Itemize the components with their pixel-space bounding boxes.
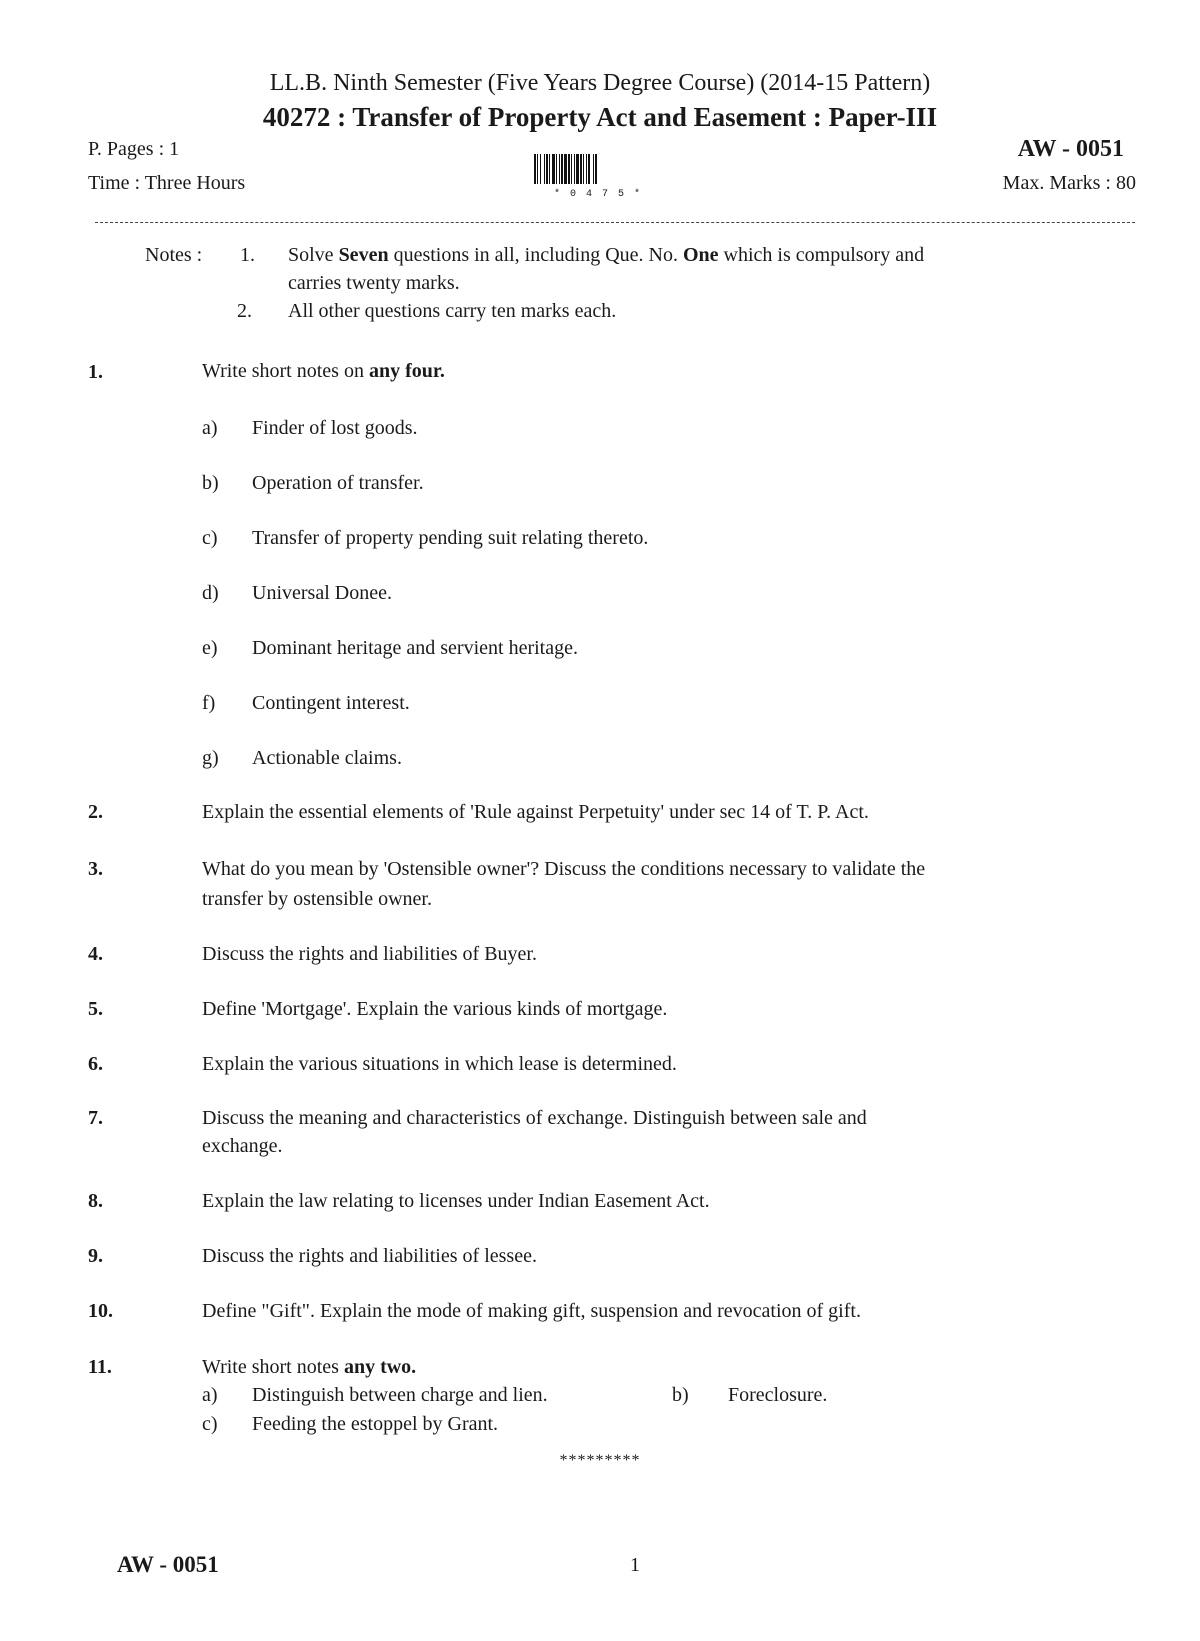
barcode-text: * 0 4 7 5 * [553,189,642,200]
question-number: 3. [88,858,103,880]
question-text: Discuss the rights and liabilities of Buyer. [202,943,537,965]
question-number: 9. [88,1245,103,1267]
barcode-bar [540,154,541,184]
note-1: Solve Seven questions in all, including Que. No. One which is compulsory and [288,244,925,266]
question-number: 1. [88,361,103,383]
subpart-label: f) [202,692,216,714]
question-text: Explain the various situations in which lease is determined. [202,1053,677,1075]
paper-code: AW - 0051 [1017,136,1124,162]
barcode-bar [580,154,582,184]
subpart-label: b) [202,472,219,494]
barcode-bar [537,154,538,184]
subpart-label: a) [202,1384,218,1406]
barcode-bar [593,154,594,184]
question-number: 11. [88,1356,112,1378]
question-11-text: Write short notes any two. [202,1356,417,1378]
subpart-text: Contingent interest. [252,692,410,714]
barcode-bar [583,154,584,184]
exam-duration: Time : Three Hours [88,172,246,194]
note-number: 2. [237,300,252,322]
end-marker: ********* [559,1452,641,1469]
barcode-bar [588,154,590,184]
header-divider [95,222,1135,223]
barcode-bar [571,154,572,184]
question-1-text: Write short notes on any four. [202,360,445,382]
page-number: 1 [630,1554,640,1576]
barcode-bar [586,154,587,184]
barcode-bar [546,154,548,184]
barcode-bar [544,154,545,184]
subpart-text: Operation of transfer. [252,472,424,494]
question-number: 10. [88,1300,113,1322]
question-number: 5. [88,998,103,1020]
barcode-bar [556,154,557,184]
note-1-continued: carries twenty marks. [288,272,460,294]
barcode-bar [552,154,555,184]
question-text: Define 'Mortgage'. Explain the various kinds of mortgage. [202,998,668,1020]
page-count: P. Pages : 1 [88,138,180,160]
notes-label: Notes : [145,244,203,266]
max-marks: Max. Marks : 80 [1002,172,1136,194]
subpart-text: Dominant heritage and servient heritage. [252,637,578,659]
question-number: 8. [88,1190,103,1212]
barcode-bar [549,154,550,184]
question-text: Discuss the rights and liabilities of lessee. [202,1245,537,1267]
question-number: 4. [88,943,103,965]
subpart-label: c) [202,527,218,549]
paper-title: 40272 : Transfer of Property Act and Easement : Paper-III [262,102,938,132]
barcode-bar [561,154,563,184]
question-number: 2. [88,801,103,823]
subpart-text: Transfer of property pending suit relating thereto. [252,527,649,549]
question-number: 7. [88,1107,103,1129]
exam-title: LL.B. Ninth Semester (Five Years Degree Course) (2014-15 Pattern) [269,70,931,96]
barcode-bar [574,154,575,184]
subpart-text: Foreclosure. [728,1384,828,1406]
question-number: 6. [88,1053,103,1075]
barcode-bar [568,154,570,184]
subpart-text: Actionable claims. [252,747,402,769]
note-number: 1. [240,244,255,266]
subpart-label: g) [202,747,219,769]
subpart-text: Feeding the estoppel by Grant. [252,1413,499,1435]
question-text: Define "Gift". Explain the mode of making gift, suspension and revocation of gift. [202,1300,861,1322]
barcode-bar [576,154,579,184]
question-text-continued: exchange. [202,1135,283,1157]
subpart-label: b) [672,1384,689,1406]
barcode-bar [595,154,597,184]
barcode [533,154,663,198]
subpart-label: c) [202,1413,218,1435]
note-2: All other questions carry ten marks each. [288,300,617,322]
question-text: Explain the essential elements of 'Rule against Perpetuity' under sec 14 of T. P. Act. [202,801,869,823]
subpart-label: a) [202,417,218,439]
question-text: Discuss the meaning and characteristics of exchange. Distinguish between sale and [202,1107,867,1129]
question-text: What do you mean by 'Ostensible owner'? Discuss the conditions necessary to validate the [202,858,926,880]
subpart-label: e) [202,637,218,659]
barcode-bar [564,154,567,184]
question-text-continued: transfer by ostensible owner. [202,888,432,910]
subpart-text: Finder of lost goods. [252,417,418,439]
footer-paper-code: AW - 0051 [117,1552,219,1577]
subpart-text: Distinguish between charge and lien. [252,1384,548,1406]
question-text: Explain the law relating to licenses under Indian Easement Act. [202,1190,710,1212]
subpart-label: d) [202,582,219,604]
barcode-bar [534,154,536,184]
barcode-bars [533,154,663,184]
subpart-text: Universal Donee. [252,582,392,604]
barcode-bar [559,154,560,184]
